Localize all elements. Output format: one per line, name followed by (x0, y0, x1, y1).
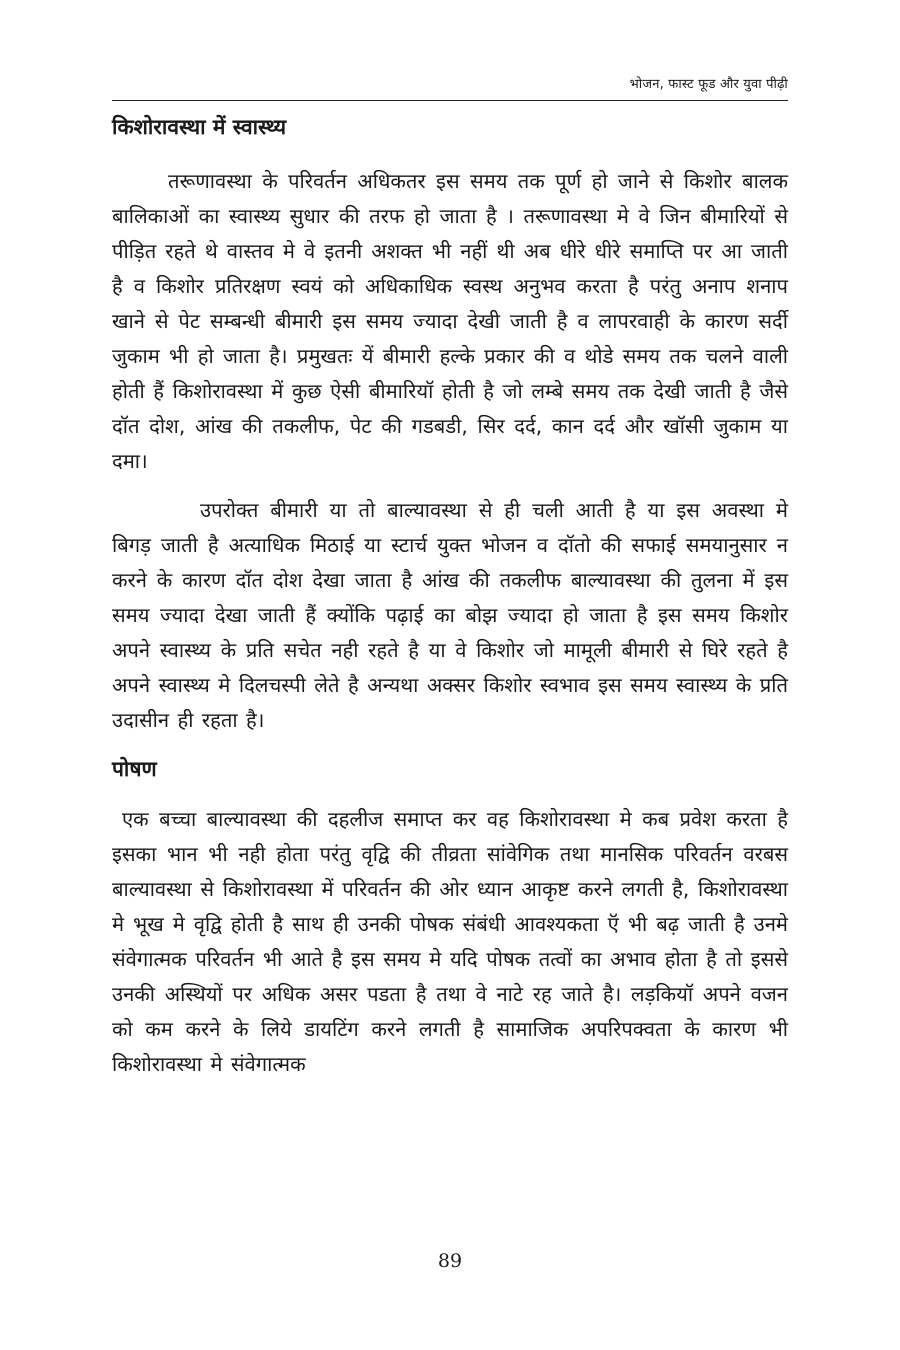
section-heading-health: किशोरावस्था में स्वास्थ्य (112, 115, 287, 139)
header-rule (112, 100, 788, 101)
paragraph: एक बच्चा बाल्यावस्था की दहलीज समाप्त कर वह किशोरावस्था मे कब प्रवेश करता है इसका भान भी नही होता परंतु वृद्वि की तीव्रता सांवेगिक तथा मानसिक परिवर्तन वरबस बाल्यावस्था से किशोरावस्था में परिवर्तन की ओर ध्यान आकृष्ट करने लगती है, किशोरावस्था मे भूख मे वृद्वि होती है साथ ही उनकी पोषक संबंधी आवश्यकता ऍ भी बढ़ जाती है उनमे संवेगात्मक परिवर्तन भी आते है इस समय मे यदि पोषक तत्वों का अभाव होता है तो इससे उनकी अस्थियों पर अधिक असर पडता है तथा वे नाटे रह जाते है। लड़कियॉ अपने वजन को कम करने के लिये डायटिंग करने लगती है सामाजिक अपरिपक्वता के कारण भी किशोरावस्था मे संवेगात्मक (112, 807, 788, 1076)
running-header: भोजन, फास्ट फूड और युवा पीढ़ी (629, 77, 788, 92)
section-heading-nutrition: पोषण (112, 757, 157, 781)
page-number: 89 (437, 1250, 463, 1272)
paragraph: उपरोक्त बीमारी या तो बाल्यावस्था से ही चली आती है या इस अवस्था मे बिगड़ जाती है अत्याधिक मिठाई या स्टार्च युक्त भोजन व दॉतो की सफाई समयानुसार न करने के कारण दॉत दोश देखा जाता है आंख की तकलीफ बाल्यावस्था की तुलना में इस समय ज्यादा देखा जाती हैं क्योंकि पढ़ाई का बोझ ज्यादा हो जाता है इस समय किशोर अपने स्वास्थ्य के प्रति सचेत नही रहते है या वे किशोर जो मामूली बीमारी से घिरे रहते है अपने स्वास्थ्य मे दिलचस्पी लेते है अन्यथा अक्सर किशोर स्वभाव इस समय स्वास्थ्य के प्रति उदासीन ही रहता है। (112, 498, 788, 732)
page-body (112, 112, 788, 1082)
paragraph: तरूणावस्था के परिवर्तन अधिकतर इस समय तक पूर्ण हो जाने से किशोर बालक बालिकाओं का स्वास्थ्य सुधार की तरफ हो जाता है । तरूणावस्था मे वे जिन बीमारियों से पीड़ित रहते थे वास्तव मे वे इतनी अशक्त भी नहीं थी अब धीरे धीरे समाप्ति पर आ जाती है व किशोर प्रतिरक्षण स्वयं को अधिकाधिक स्वस्थ अनुभव करता है परंतु अनाप शनाप खाने से पेट सम्बन्धी बीमारी इस समय ज्यादा देखी जाती है व लापरवाही के कारण सर्दी जुकाम भी हो जाता है। प्रमुखतः यें बीमारी हल्के प्रकार की व थोडे समय तक चलने वाली होती हैं किशोरावस्था में कुछ ऐसी बीमारियॉ होती है जो लम्बे समय तक देखी जाती है जैसे दॉत दोश, आंख की तकलीफ, पेट की गडबडी, सिर दर्द, कान दर्द और खॉसी जुकाम या दमा। (112, 169, 788, 473)
